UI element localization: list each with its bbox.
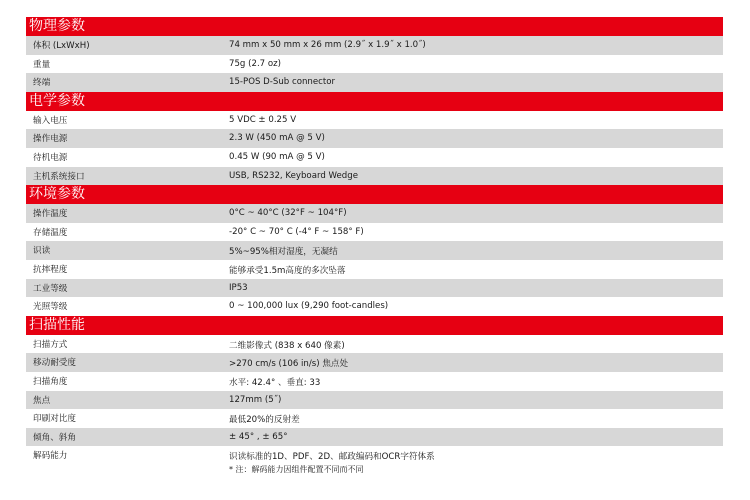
spec-label: 抗摔程度: [33, 264, 68, 275]
spec-label: 操作电源: [33, 134, 68, 145]
spec-row: [26, 446, 723, 478]
spec-label: 焦点: [33, 395, 51, 406]
spec-value: USB, RS232, Keyboard Wedge: [229, 170, 359, 181]
spec-label: 扫描方式: [33, 339, 68, 350]
spec-row: [26, 372, 723, 391]
spec-value: 5 VDC ± 0.25 V: [229, 114, 297, 125]
spec-row: [26, 129, 723, 148]
spec-label: 光照等级: [33, 302, 68, 313]
spec-sheet: [26, 17, 723, 478]
spec-row: [26, 36, 723, 55]
spec-value: 15-POS D-Sub connector: [229, 77, 336, 88]
spec-label: 移动耐受度: [33, 358, 76, 369]
section-scanning: [26, 316, 723, 479]
spec-value-text: 识读标准的1D、PDF、2D、邮政编码和OCR字符体系: [229, 452, 435, 463]
spec-value: ± 45° , ± 65°: [229, 431, 288, 442]
section-physical: [26, 17, 723, 92]
spec-value: IP53: [229, 282, 248, 293]
spec-row: [26, 428, 723, 447]
spec-value: -20° C ~ 70° C (-4° F ~ 158° F): [229, 226, 364, 237]
spec-value: 5%~95%相对湿度，无凝结: [229, 247, 338, 258]
spec-value: 127mm (5˝): [229, 394, 282, 405]
spec-value: 2.3 W (450 mA @ 5 V): [229, 133, 325, 144]
footnote: * 注：解码能力因组件配置不同而不同: [229, 465, 364, 475]
spec-value: 二维影像式 (838 x 640 像素): [229, 340, 345, 351]
spec-value: 0 ~ 100,000 lux (9,290 foot-candles): [229, 301, 389, 312]
spec-row: [26, 241, 723, 260]
spec-row: [26, 297, 723, 316]
spec-row: [26, 353, 723, 372]
section-title: 电学参数: [26, 92, 723, 111]
spec-label: 终端: [33, 78, 51, 89]
spec-row: [26, 167, 723, 186]
spec-label: 扫描角度: [33, 376, 68, 387]
section-electrical: [26, 92, 723, 185]
spec-value: [229, 450, 435, 475]
section-title: 物理参数: [26, 17, 723, 36]
spec-row: [26, 279, 723, 298]
spec-label: 解码能力: [33, 451, 68, 462]
spec-label: 存储温度: [33, 227, 68, 238]
spec-row: [26, 223, 723, 242]
spec-row: [26, 55, 723, 74]
spec-label: 输入电压: [33, 115, 68, 126]
section-title: 环境参数: [26, 185, 723, 204]
spec-label: 工业等级: [33, 283, 68, 294]
spec-label: 体积 (LxWxH): [33, 41, 90, 51]
spec-row: [26, 391, 723, 410]
spec-value: 0.45 W (90 mA @ 5 V): [229, 151, 325, 162]
spec-value: >270 cm/s (106 in/s) 焦点处: [229, 359, 349, 370]
spec-label: 待机电源: [33, 152, 68, 163]
spec-label: 印刷对比度: [33, 414, 76, 425]
section-environment: [26, 185, 723, 316]
spec-value: 74 mm x 50 mm x 26 mm (2.9˝ x 1.9˝ x 1.0˝): [229, 40, 426, 50]
spec-row: [26, 111, 723, 130]
spec-value: 最低20%的反射差: [229, 415, 300, 426]
spec-label: 倾角、斜角: [33, 432, 76, 443]
spec-label: 操作温度: [33, 209, 68, 220]
spec-label: 主机系统接口: [33, 171, 85, 182]
spec-row: [26, 335, 723, 354]
spec-label: 识读: [33, 246, 51, 257]
spec-value: 能够承受1.5m高度的多次坠落: [229, 265, 346, 276]
spec-value: 75g (2.7 oz): [229, 58, 281, 69]
spec-label: 重量: [33, 59, 51, 70]
spec-value: 水平: 42.4° 、垂直: 33: [229, 377, 321, 388]
spec-row: [26, 73, 723, 92]
section-title: 扫描性能: [26, 316, 723, 335]
spec-row: [26, 204, 723, 223]
spec-row: [26, 260, 723, 279]
spec-row: [26, 148, 723, 167]
spec-row: [26, 409, 723, 428]
spec-value: 0°C ~ 40°C (32°F ~ 104°F): [229, 208, 347, 219]
